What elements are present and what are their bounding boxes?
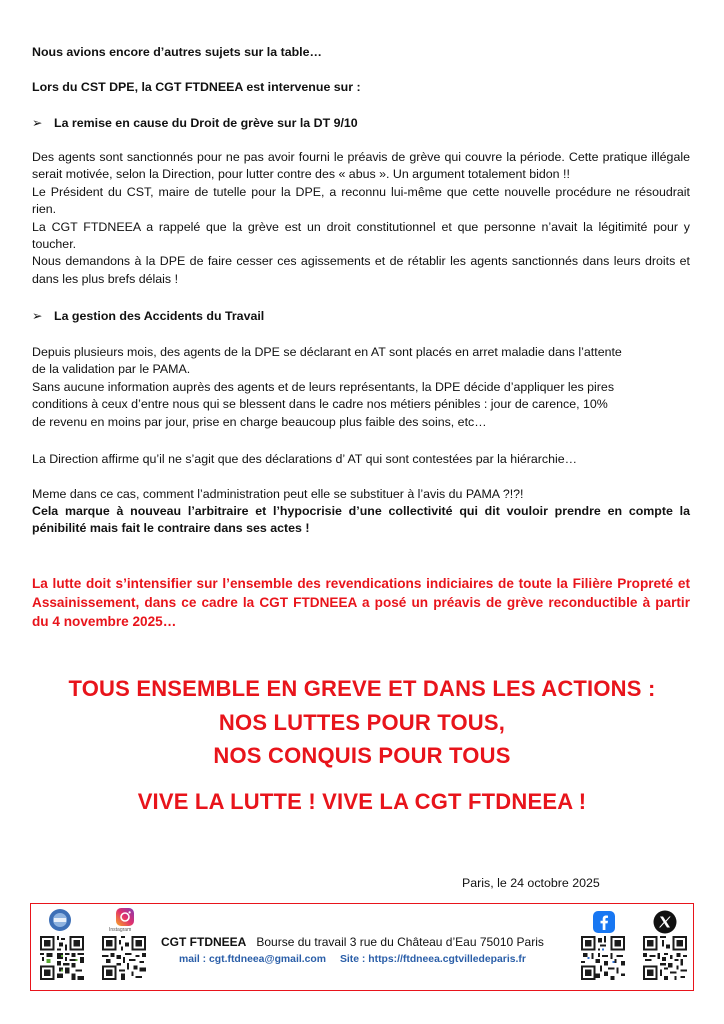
instagram-icon[interactable] <box>115 907 135 927</box>
footer-org: CGT FTDNEEA <box>161 935 247 949</box>
section1-paragraph: Des agents sont sanctionnés pour ne pas avoir fourni le préavis de grève qui couvre la période. Cette pratique illégale serait motivée, selon la Direction, pour lutter contre des « abus ». Un argument totalement bidon !! <box>32 150 690 182</box>
red-paragraph: La lutte doit s’intensifier sur l’ensemble des revendications indiciaires de toute la Filière Propreté et Assainissement, dans ce cadre la CGT FTDNEEA a posé un préavis de grève reconductible à partir du 4 novembre 2025… <box>32 576 690 629</box>
direction-paragraph: La Direction affirme qu’il ne s’agit que des déclarations d’ AT qui sont contestées par la hiérarchie… <box>32 452 578 466</box>
cst-line: Lors du CST DPE, la CGT FTDNEEA est intervenue sur : <box>32 80 361 94</box>
section2-line: de revenu en moins par jour, prise en charge beaucoup plus faible des soins, etc… <box>32 414 487 429</box>
intro-line: Nous avions encore d’autres sujets sur la table… <box>32 45 322 59</box>
section1-body <box>32 149 690 288</box>
meme-paragraph: Meme dans ce cas, comment l’administration peut elle se substituer à l’avis du PAMA ?!?! <box>32 487 524 501</box>
slogan-line-4: VIVE LA LUTTE ! VIVE LA CGT FTDNEEA ! <box>137 789 587 814</box>
bullet-arrow-icon: ➢ <box>32 116 43 130</box>
logo-icon <box>48 908 72 932</box>
section1-heading <box>32 115 358 130</box>
section2-line: Sans aucune information auprès des agents et de leurs représentants, la DPE décide d’appliquer les pires <box>32 379 615 394</box>
bullet-arrow-icon: ➢ <box>32 309 43 323</box>
qr-code-right-2[interactable] <box>643 936 687 980</box>
footer-box <box>30 903 694 991</box>
section2-line: conditions à ceux d’entre nous qui se blessent dans le cadre nos métiers pénibles : jour de carence, 10% <box>32 397 608 412</box>
slogan-line-1: TOUS ENSEMBLE EN GREVE ET DANS LES ACTIONS : <box>68 676 656 701</box>
instagram-caption: Instagram <box>109 927 132 933</box>
footer-contact-line <box>179 954 526 965</box>
qr-code-left-1[interactable] <box>40 936 84 980</box>
section1-paragraph: Nous demandons à la DPE de faire cesser ces agissements et de rétablir les agents sanctionnés dans leurs droits et dans les plus brefs délais ! <box>32 254 690 286</box>
signature-date: Paris, le 24 octobre 2025 <box>462 876 600 890</box>
section2-title: La gestion des Accidents du Travail <box>54 309 265 323</box>
qr-code-left-2[interactable] <box>102 936 146 980</box>
section1-paragraph: Le Président du CST, maire de tutelle pour la DPE, a reconnu lui-même que cette nouvelle procédure ne résoudrait rien. <box>32 184 690 217</box>
slogan-line-2: NOS LUTTES POUR TOUS, <box>218 710 506 735</box>
footer-mail-link[interactable]: mail : cgt.ftdneea@gmail.com <box>179 954 326 965</box>
footer-address: Bourse du travail 3 rue du Château d’Eau 75010 Paris <box>256 935 544 949</box>
arbitraire-paragraph: Cela marque à nouveau l’arbitraire et l’hypocrisie d’une collectivité qui dit vouloir prendre en compte la pénibilité mais fait le contraire dans ses actes ! <box>32 504 690 536</box>
section2-heading <box>32 308 264 323</box>
section1-title: La remise en cause du Droit de grève sur la DT 9/10 <box>54 116 358 130</box>
section2-body <box>32 344 690 431</box>
footer-site-link[interactable]: Site : https://ftdneea.cgtvilledeparis.fr <box>339 954 526 965</box>
footer-address-line <box>161 935 544 949</box>
x-icon[interactable] <box>653 910 677 934</box>
section1-paragraph: La CGT FTDNEEA a rappelé que la grève est un droit constitutionnel et que personne n’avait la légitimité pour y toucher. <box>32 219 690 252</box>
qr-code-right-1[interactable] <box>581 936 625 980</box>
section2-line: Depuis plusieurs mois, des agents de la DPE se déclarant en AT sont placés en arret maladie dans l’attente <box>32 345 622 359</box>
facebook-icon[interactable] <box>592 910 616 934</box>
section2-line: de la validation par le PAMA. <box>32 362 191 377</box>
slogan-line-3: NOS CONQUIS POUR TOUS <box>213 743 511 768</box>
